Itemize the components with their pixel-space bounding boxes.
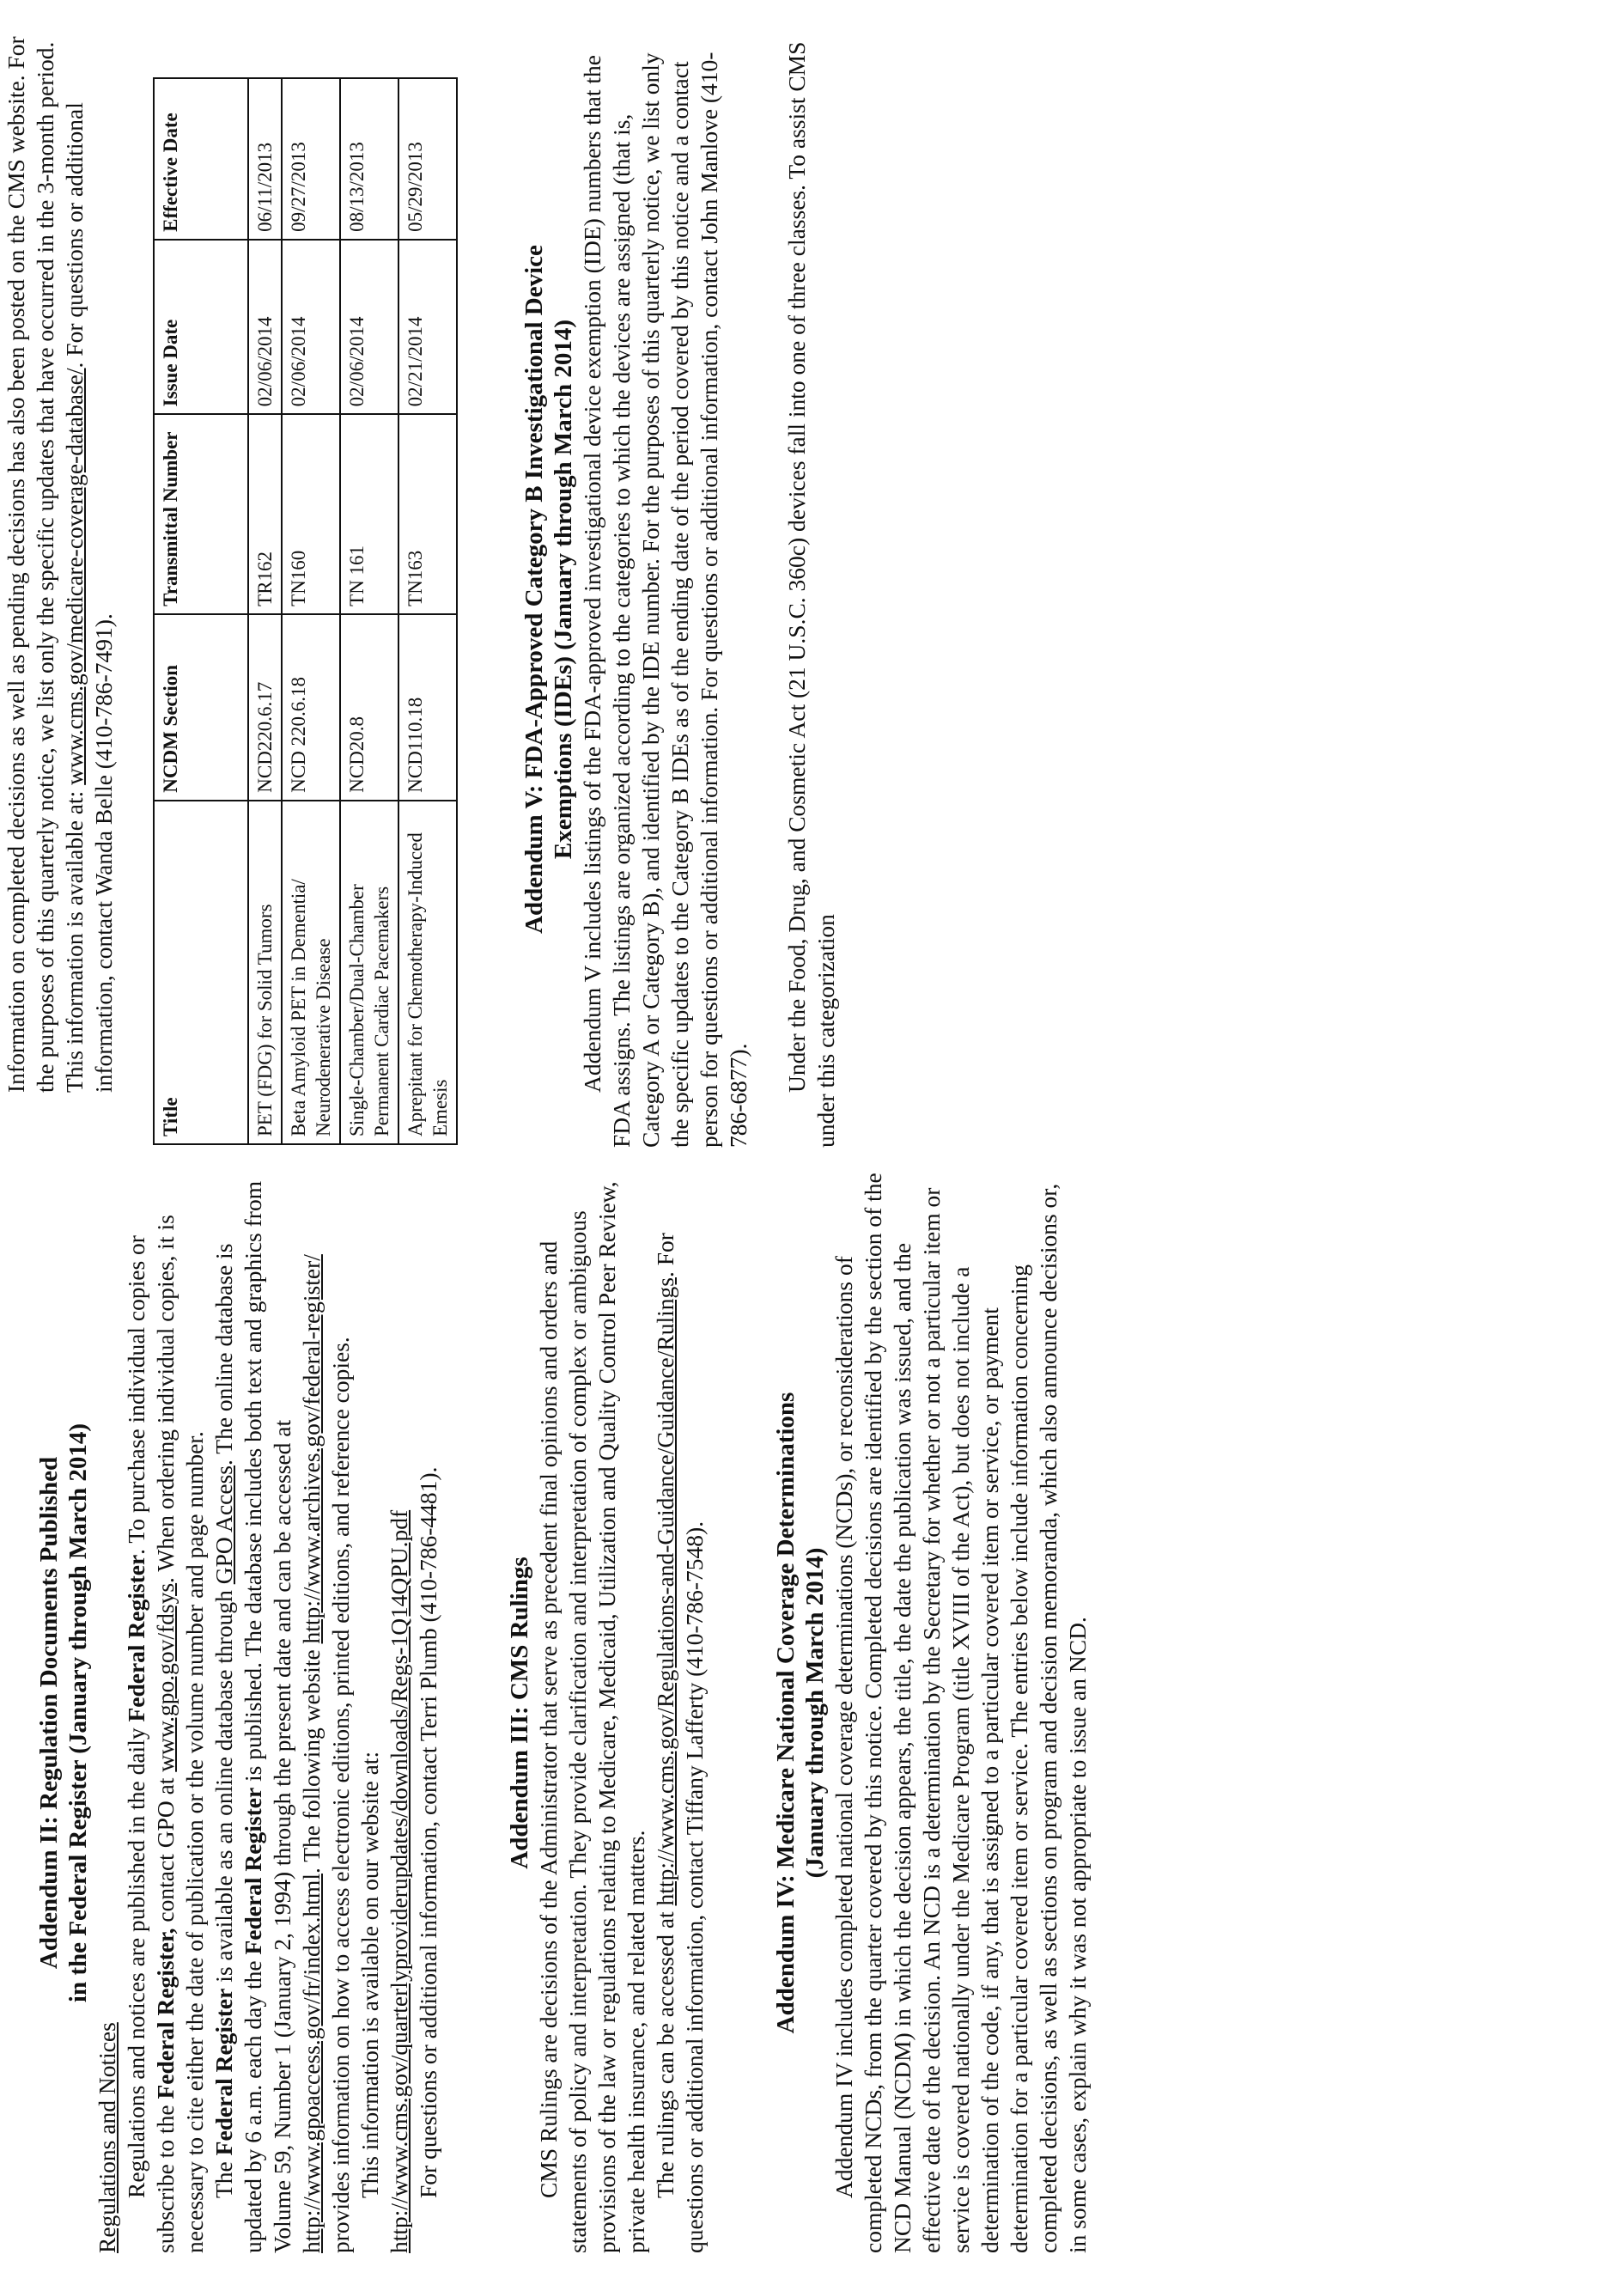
- addendum-5-paragraph-2: Under the Food, Drug, and Cosmetic Act (21 U.S.C. 360c) devices fall into one of three classes. To assist CMS under this categorization: [783, 41, 839, 1148]
- table-row: [248, 78, 282, 1144]
- table-cell-issue-date: 02/06/2014: [282, 240, 340, 414]
- addendum-2-paragraph-3: This information is available on our website at:: [356, 1751, 383, 2198]
- archives-federal-register-link[interactable]: http://www.archives.gov/federal-register/: [298, 1254, 325, 1644]
- table-cell-section: NCD20.8: [340, 614, 398, 801]
- table-cell-title: Single-Chamber/Dual-Chamber Permanent Cardiac Pacemakers: [340, 801, 398, 1144]
- regulations-notices-subhead: Regulations and Notices: [94, 2022, 120, 2253]
- table-cell-issue-date: 02/06/2014: [248, 240, 282, 414]
- addendum-2-contact: For questions or additional information, contact Terri Plumb (410-786-4481).: [415, 1466, 441, 2198]
- table-header-ncdm-section: NCDM Section: [154, 614, 248, 801]
- table-header-row: [154, 78, 248, 1144]
- addendum-4-heading-line1: Addendum IV: Medicare National Coverage Determinations: [772, 1392, 800, 2034]
- table-header-issue-date: Issue Date: [154, 240, 248, 414]
- addendum-2-paragraph-1: Regulations and notices are published in the daily Federal Register. To purchase individual copies or subscribe to the Federal Register, contact GPO at www.gpo.gov/fdsys. When ordering individual copies, it is necessary to cite either the date of publication or the volume number and page number.: [123, 1215, 208, 2253]
- addendum-4-paragraph-1: Addendum IV includes completed national coverage determinations (NCDs), or reconsiderations of completed NCDs, from the quarter covered by this notice. Completed decisions are identified by the section of the NCD Manual (NCDM) in which the decision appears, the title, the date the publication was issued, and the effective date of the decision. An NCD is a determination by the Secretary for whether or not a particular item or service is covered nationally under the Medicare Program (title XVIII of the Act), but does not include a determination of the code, if any, that is assigned to a particular covered item or service, or payment determination for a particular covered item or service. The entries below include information concerning completed decisions, as well as sections on program and decision memoranda, which also announce decisions or, in some cases, explain why it was not appropriate to issue an NCD.: [830, 1173, 1091, 2253]
- addendum-3-paragraph-1: CMS Rulings are decisions of the Administrator that serve as precedent final opinions and orders and statements of policy and interpretation. They provide clarification and interpretation of complex or ambiguous provisions of the law or regulations relating to Medicare, Medicaid, Utilization and Quality Control Peer Review, private health insurance, and related matters.: [535, 1181, 649, 2253]
- table-cell-transmittal: TR162: [248, 414, 282, 614]
- table-header-transmittal: Transmittal Number: [154, 414, 248, 614]
- addendum-2-heading-line1: Addendum II: Regulation Documents Published: [35, 1456, 63, 1970]
- left-column: [34, 1173, 1092, 2253]
- addendum-3-paragraph-2: The rulings can be accessed at http://www.cms.gov/Regulations-and-Guidance/Guidance/Rulings. For questions or additional information, contact Tiffany Lafferty (410-786-7548).: [652, 1233, 708, 2253]
- table-header-effective-date: Effective Date: [154, 78, 248, 240]
- table-cell-section: NCD 220.6.18: [282, 614, 340, 801]
- table-cell-transmittal: TN 161: [340, 414, 398, 614]
- addendum-4-heading-line2: (January through March 2014): [801, 1547, 829, 1879]
- table-header-title: Title: [154, 801, 248, 1144]
- coverage-database-link[interactable]: www.cms.gov/medicare-coverage-database/: [61, 368, 88, 785]
- cms-rulings-link[interactable]: http://www.cms.gov/Regulations-and-Guidance/Guidance/Rulings: [652, 1277, 678, 1906]
- table-cell-transmittal: TN163: [398, 414, 457, 614]
- addendum-5-paragraph-1: Addendum V includes listings of the FDA-approved investigational device exemption (IDE) numbers that the FDA assigns. The listings are organized according to the categories to which the devices are assigned (that is, Category A or Category B), and identified by the IDE number. For the purposes of this quarterly notice, we list only the specific updates to the Category B IDEs as of the ending date of the period covered by this notice and a contact person for questions or additional information. For questions or additional information, contact John Manlove (410-786-6877).: [579, 52, 751, 1148]
- table-cell-section: NCD220.6.17: [248, 614, 282, 801]
- right-column: [2, 31, 841, 1148]
- table-cell-effective-date: 09/27/2013: [282, 78, 340, 240]
- table-row: [282, 78, 340, 1144]
- gpo-link[interactable]: www.gpo.gov/fdsys: [152, 1582, 179, 1772]
- table-cell-effective-date: 05/29/2013: [398, 78, 457, 240]
- table-cell-effective-date: 08/13/2013: [340, 78, 398, 240]
- table-cell-title: PET (FDG) for Solid Tumors: [248, 801, 282, 1144]
- table-cell-issue-date: 02/21/2014: [398, 240, 457, 414]
- table-cell-issue-date: 02/06/2014: [340, 240, 398, 414]
- ncd-table: [153, 77, 458, 1145]
- table-cell-title: Aprepitant for Chemotherapy-Induced Emesis: [398, 801, 457, 1144]
- table-cell-transmittal: TN160: [282, 414, 340, 614]
- table-row: [340, 78, 398, 1144]
- addendum-2-paragraph-2: The Federal Register is available as an online database through GPO Access. The online database is updated by 6 a.m. each day the Federal Register is published. The database includes both text and graphics from Volume 59, Number 1 (January 2, 1994) through the present date and can be accessed at http://www.gpoaccess.gov/fr/index.html. The following website http://www.archives.gov/federal-register/ provides information on how to access electronic editions, printed editions, and reference copies.: [210, 1180, 354, 2253]
- table-cell-section: NCD110.18: [398, 614, 457, 801]
- addendum-5-heading-line2: Exemptions (IDEs) (January through March 2014): [550, 319, 577, 860]
- gpo-access-link[interactable]: GPO Access: [210, 1465, 237, 1585]
- table-cell-effective-date: 06/11/2013: [248, 78, 282, 240]
- addendum-3-heading: Addendum III: CMS Rulings: [506, 1557, 533, 1869]
- addendum-5-heading-line1: Addendum V: FDA-Approved Category B Investigational Device: [520, 245, 548, 934]
- table-cell-title: Beta Amyloid PET in Dementia/ Neurodenerative Disease: [282, 801, 340, 1144]
- quarterly-updates-link[interactable]: http://www.cms.gov/quarterlyproviderupdates/downloads/Regs-1Q14QPU.pdf: [386, 1509, 412, 2253]
- addendum-2-heading-line2: in the Federal Register (January through March 2014): [64, 1423, 92, 2003]
- addendum-4-paragraph-2: Information on completed decisions as well as pending decisions has also been posted on the CMS website. For the purposes of this quarterly notice, we list only the specific updates that have occurred in the 3-month period. This information is available at: www.cms.gov/medicare-coverage-database/. For questions or additional information, contact Wanda Belle (410-786-7491).: [3, 36, 117, 1093]
- gpoaccess-fr-link[interactable]: http://www.gpoaccess.gov/fr/index.html: [298, 1874, 325, 2253]
- table-row: [398, 78, 457, 1144]
